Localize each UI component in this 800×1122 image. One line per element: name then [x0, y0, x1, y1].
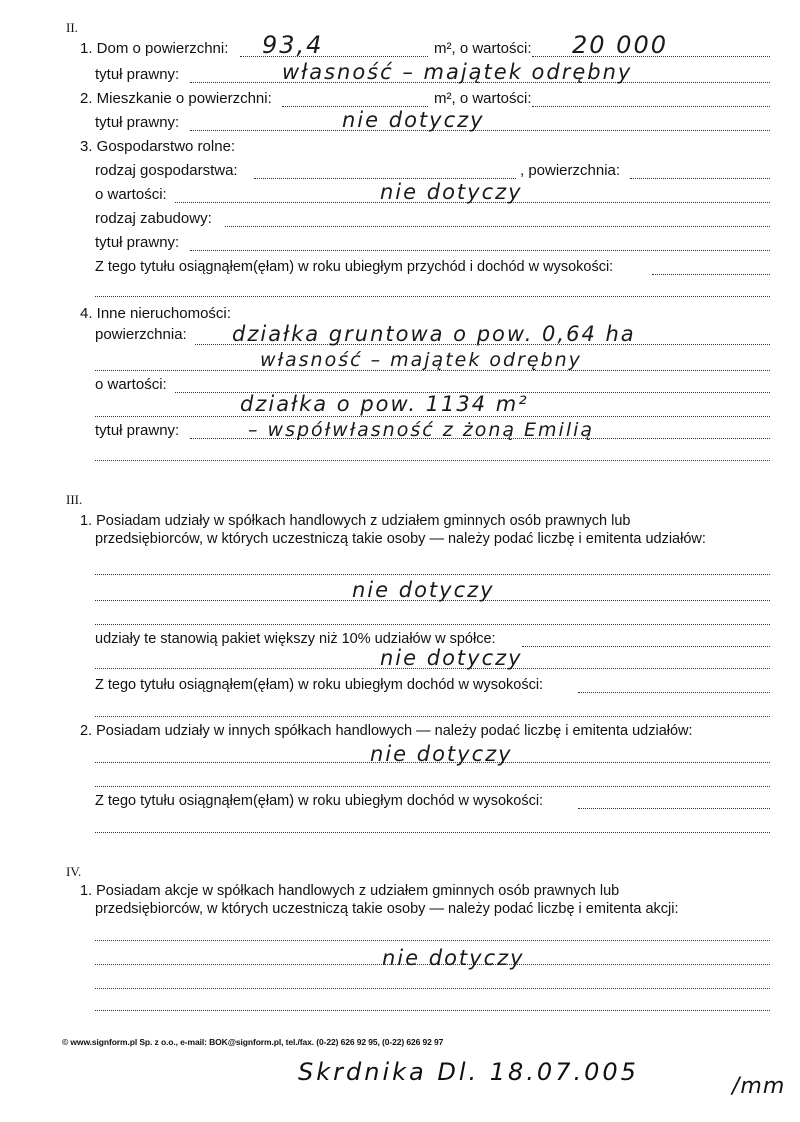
house-worth-value: 20 000: [572, 31, 668, 59]
flat-title-label: tytuł prawny:: [95, 114, 180, 131]
stocks-text-2: przedsiębiorców, w których uczestniczą takie osoby — należy podać liczbę i emitenta akcji:: [95, 901, 679, 917]
house-area-value: 93,4: [262, 31, 324, 59]
shares-text-2: przedsiębiorców, w których uczestniczą takie osoby — należy podać liczbę i emitenta udziałów:: [95, 531, 706, 547]
other-property-label: 4. Inne nieruchomości:: [80, 305, 231, 322]
other-worth-line-2: [95, 416, 770, 417]
farm-income-line-2: [95, 296, 770, 297]
shares-line-1: [95, 574, 770, 575]
shares-line-3: [95, 624, 770, 625]
shares-text-1: 1. Posiadam udziały w spółkach handlowych z udziałem gminnych osób prawnych lub: [80, 513, 631, 529]
other-worth-value: działka o pow. 1134 m²: [240, 392, 529, 416]
farm-title-label: tytuł prawny:: [95, 234, 180, 251]
flat-unit-label: m², o wartości:: [434, 90, 532, 107]
shares-value: nie dotyczy: [352, 578, 495, 602]
flat-area-label: 2. Mieszkanie o powierzchni:: [80, 90, 272, 107]
initials: /mm: [732, 1074, 786, 1099]
footer-imprint: © www.signform.pl Sp. z o.o., e-mail: BOK@signform.pl, tel./fax. (0-22) 626 92 95, (0-22) 626 92 97: [62, 1037, 444, 1047]
shares-packet-label: udziały te stanowią pakiet większy niż 10% udziałów w spółce:: [95, 631, 496, 647]
shares-packet-line: [522, 646, 770, 647]
farm-income-line: [652, 274, 770, 275]
other-worth-label: o wartości:: [95, 376, 167, 393]
stocks-line-4: [95, 1010, 770, 1011]
section-iv-label: IV.: [66, 864, 82, 879]
shares-income-line-2: [95, 716, 770, 717]
stocks-line-1: [95, 940, 770, 941]
other-area-label: powierzchnia:: [95, 326, 187, 343]
flat-title-value: nie dotyczy: [342, 108, 485, 132]
farm-label: 3. Gospodarstwo rolne:: [80, 138, 236, 155]
house-area-label: 1. Dom o powierzchni:: [80, 40, 229, 57]
farm-worth-label: o wartości:: [95, 186, 167, 203]
house-unit-label: m², o wartości:: [434, 40, 532, 57]
farm-income-label: Z tego tytułu osiągnąłem(ęłam) w roku ubiegłym przychód i dochód w wysokości:: [95, 259, 614, 275]
farm-worth-value: nie dotyczy: [380, 180, 523, 204]
other-shares-income-line: [578, 808, 770, 809]
other-shares-income-line-2: [95, 832, 770, 833]
shares-income-label: Z tego tytułu osiągnąłem(ęłam) w roku ubiegłym dochód w wysokości:: [95, 677, 544, 693]
other-shares-value: nie dotyczy: [370, 742, 513, 766]
other-area-value-2: własność – majątek odrębny: [260, 349, 582, 371]
farm-type-label: rodzaj gospodarstwa:: [95, 162, 238, 179]
stocks-value: nie dotyczy: [382, 946, 525, 970]
house-title-label: tytuł prawny:: [95, 66, 180, 83]
flat-area-line: [282, 106, 428, 107]
shares-packet-value: nie dotyczy: [380, 646, 523, 670]
other-title-label: tytuł prawny:: [95, 422, 180, 439]
section-iii-label: III.: [66, 492, 83, 507]
other-title-value: – współwłasność z żoną Emilią: [248, 419, 595, 441]
other-shares-income-label: Z tego tytułu osiągnąłem(ęłam) w roku ubiegłym dochód w wysokości:: [95, 793, 544, 809]
farm-area-label: , powierzchnia:: [520, 162, 621, 179]
other-shares-line-2: [95, 786, 770, 787]
farm-build-line: [225, 226, 770, 227]
farm-build-label: rodzaj zabudowy:: [95, 210, 212, 227]
farm-area-line: [630, 178, 770, 179]
other-title-line-2: [95, 460, 770, 461]
farm-type-line: [254, 178, 516, 179]
other-area-value-1: działka gruntowa o pow. 0,64 ha: [232, 322, 636, 346]
flat-worth-line: [532, 106, 770, 107]
shares-income-line: [578, 692, 770, 693]
signature: Skrdnika Dl. 18.07.005: [298, 1058, 639, 1086]
section-ii-label: II.: [66, 20, 78, 35]
stocks-line-3: [95, 988, 770, 989]
other-shares-text: 2. Posiadam udziały w innych spółkach handlowych — należy podać liczbę i emitenta udziałów:: [80, 723, 693, 739]
farm-title-line: [190, 250, 770, 251]
stocks-text-1: 1. Posiadam akcje w spółkach handlowych z udziałem gminnych osób prawnych lub: [80, 883, 620, 899]
house-title-value: własność – majątek odrębny: [282, 60, 633, 84]
